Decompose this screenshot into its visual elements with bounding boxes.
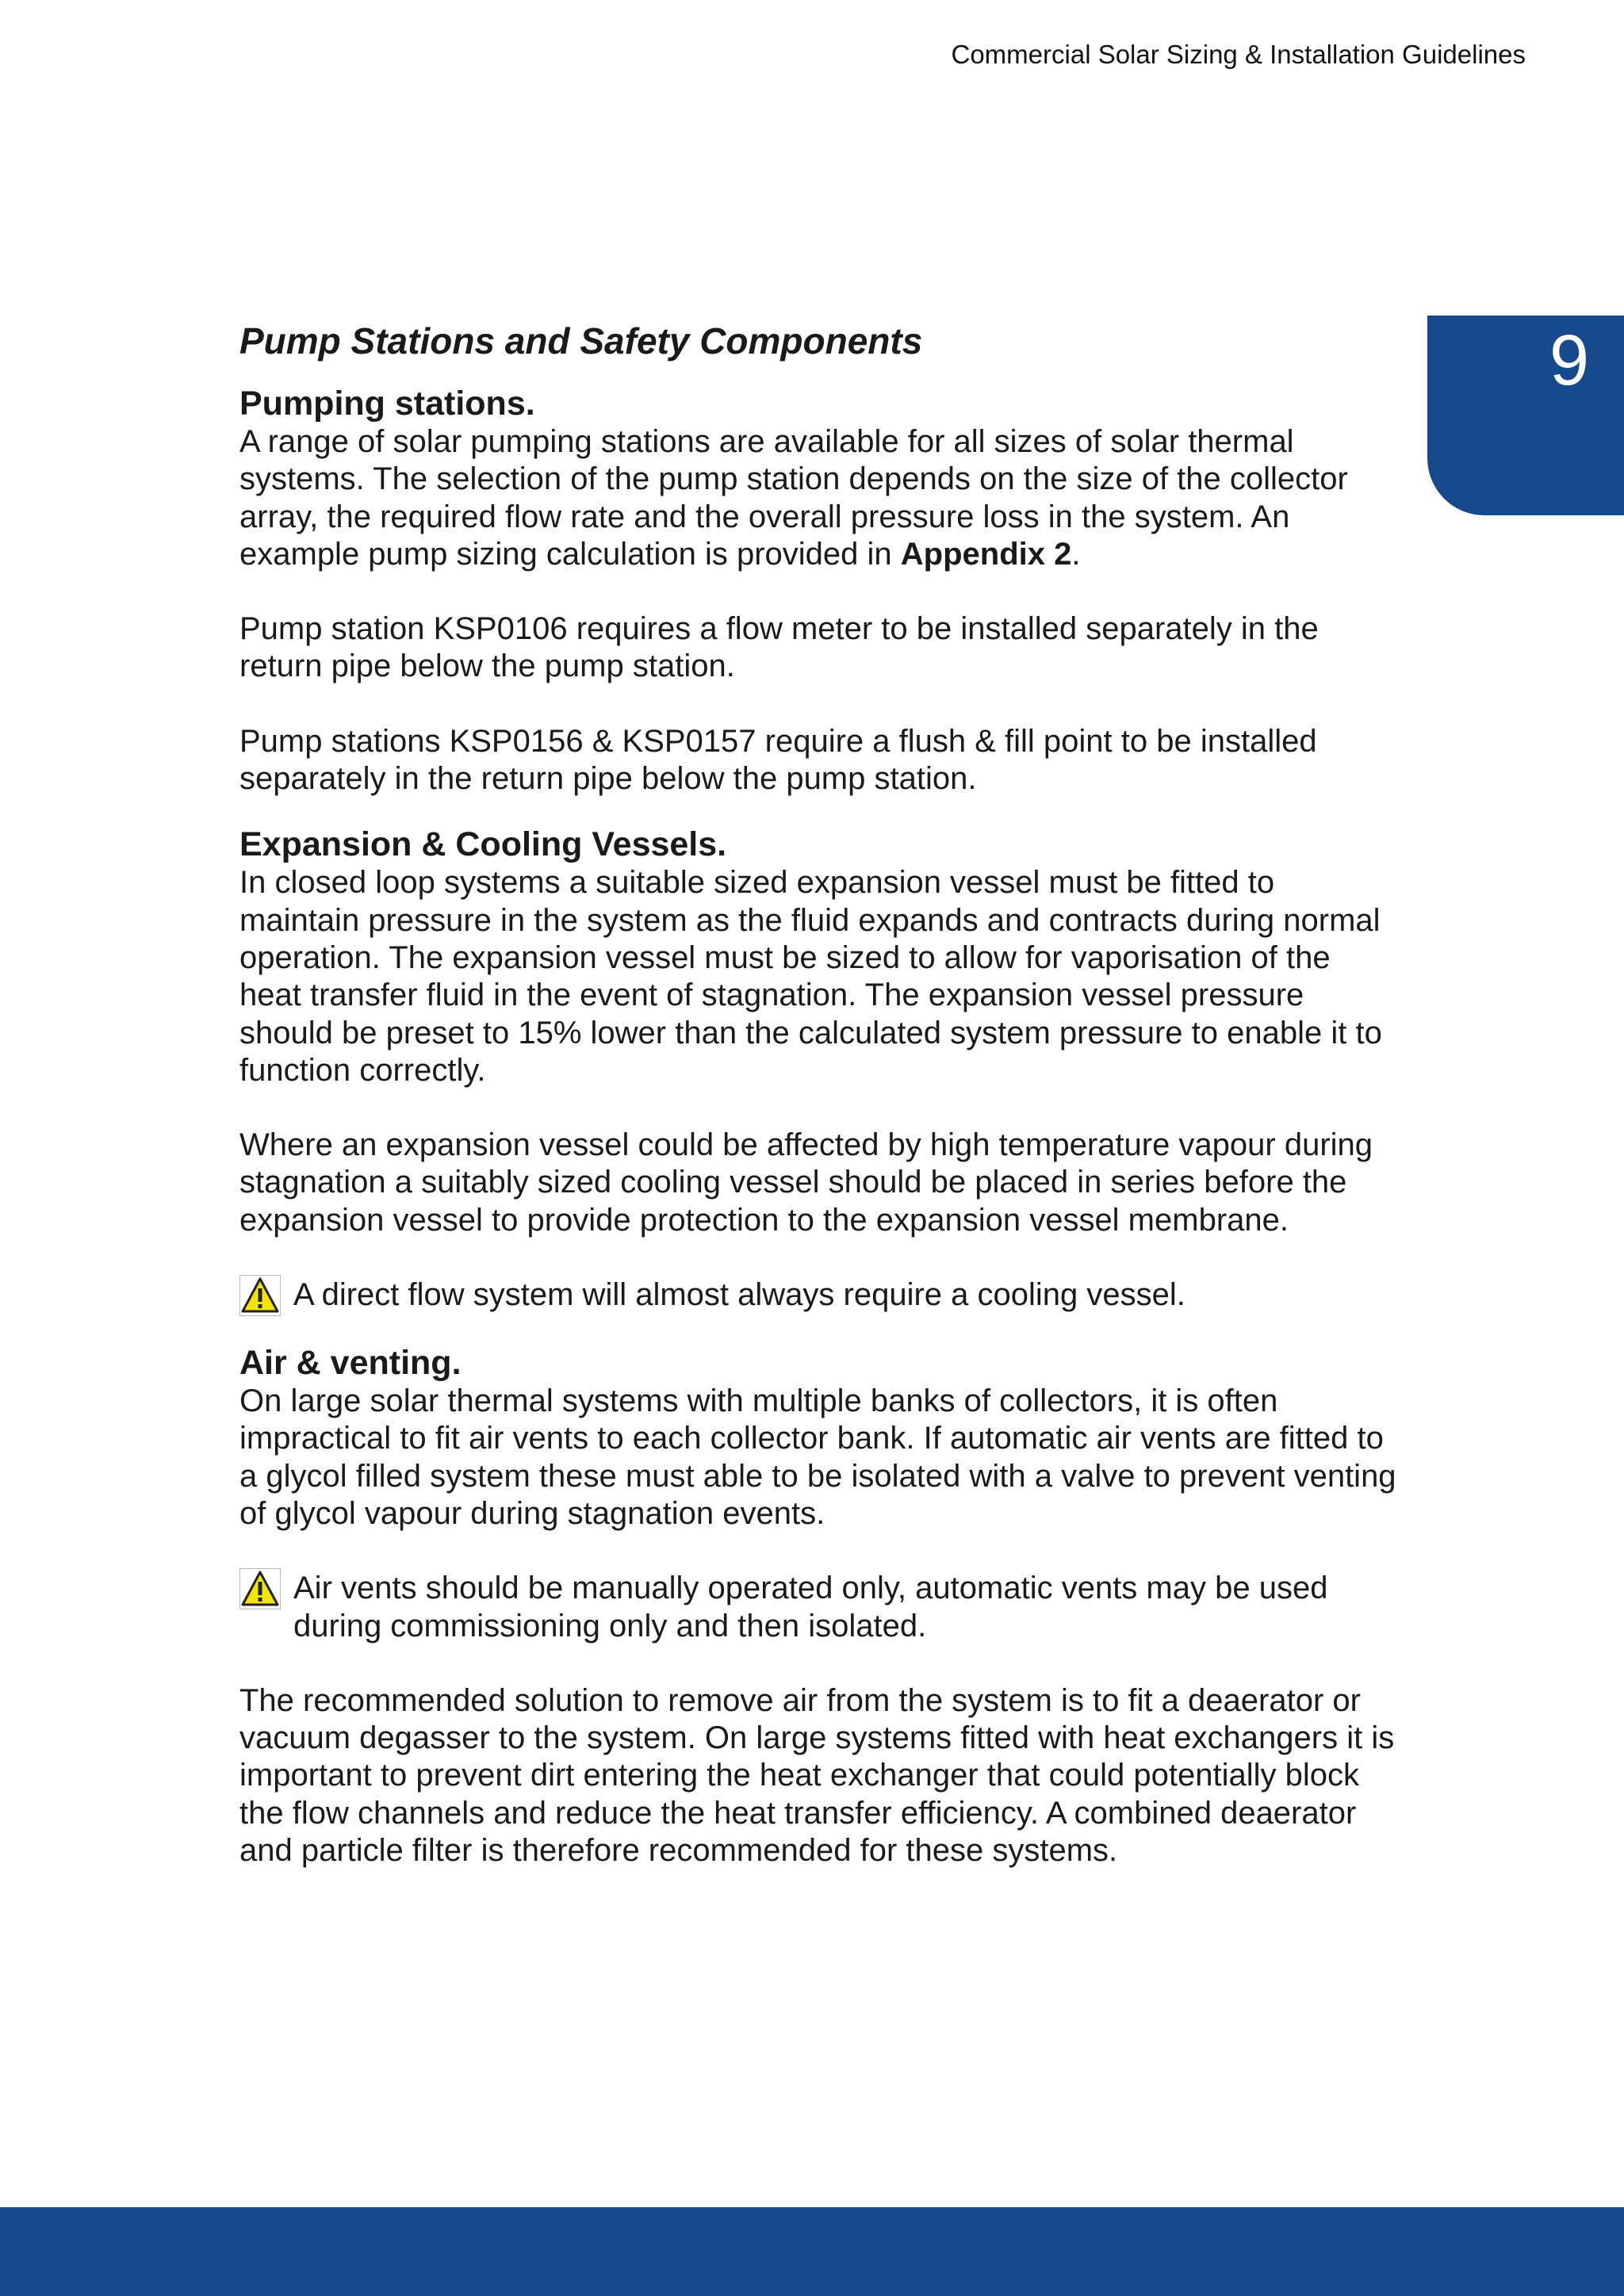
air-venting-heading: Air & venting.	[239, 1344, 462, 1383]
pumping-paragraph-2: Pump station KSP0106 requires a flow meter to be installed separately in the return pipe below the pump station.	[239, 611, 1319, 684]
air-vents-warning-text: Air vents should be manually operated only, automatic vents may be used during commissioning only and then isolated.	[293, 1571, 1328, 1644]
pumping-paragraph-1-text: A range of solar pumping stations are available for all sizes of solar thermal systems. The selection of the pump station depends on the size of the collector array, the required flow rate and the overall pressure loss in the system. An example pump sizing calculation is provided in	[239, 424, 1348, 572]
footer-bar	[0, 2207, 1624, 2296]
air-paragraph-2: The recommended solution to remove air from the system is to fit a deaerator or vacuum degasser to the system. On large systems fitted with heat exchangers it is important to prevent dirt entering the heat exchanger that could potentially block the flow channels and reduce the heat transfer efficiency. A combined deaerator and particle filter is therefore recommended for these systems.	[239, 1682, 1395, 1869]
running-header-title: Commercial Solar Sizing & Installation Guidelines	[951, 40, 1526, 69]
expansion-vessels-heading: Expansion & Cooling Vessels.	[239, 825, 727, 864]
pumping-stations-heading: Pumping stations.	[239, 385, 535, 423]
page-content	[239, 312, 1397, 1869]
pumping-paragraph-1-end: .	[1071, 536, 1081, 572]
page-number: 9	[1549, 321, 1589, 400]
cooling-vessel-warning-text: A direct flow system will almost always require a cooling vessel.	[293, 1277, 1185, 1313]
air-vents-warning	[239, 1570, 1397, 1645]
expansion-paragraph-2: Where an expansion vessel could be affected by high temperature vapour during stagnation a suitably sized cooling vessel should be placed in series before the expansion vessel to provide protection to the expansion vessel membrane.	[239, 1127, 1373, 1238]
pumping-paragraph-3: Pump stations KSP0156 & KSP0157 require a flush & fill point to be installed separately in the return pipe below the pump station.	[239, 723, 1317, 797]
pumping-paragraph-1	[239, 423, 1397, 573]
section-title: Pump Stations and Safety Components	[239, 320, 923, 362]
page-number-tab	[1427, 316, 1624, 515]
warning-triangle-icon	[239, 1568, 281, 1609]
cooling-vessel-warning	[239, 1276, 1397, 1316]
warning-triangle-icon	[239, 1275, 281, 1316]
air-paragraph-1: On large solar thermal systems with multiple banks of collectors, it is often impractical to fit air vents to each collector bank. If automatic air vents are fitted to a glycol filled system these must able to be isolated with a valve to prevent venting of glycol vapour during stagnation events.	[239, 1383, 1396, 1531]
appendix-reference: Appendix 2	[900, 536, 1072, 572]
expansion-paragraph-1: In closed loop systems a suitable sized expansion vessel must be fitted to maintain pressure in the system as the fluid expands and contracts during normal operation. The expansion vessel must be sized to allow for vaporisation of the heat transfer fluid in the event of stagnation. The expansion vessel pressure should be preset to 15% lower than the calculated system pressure to enable it to function correctly.	[239, 865, 1382, 1088]
